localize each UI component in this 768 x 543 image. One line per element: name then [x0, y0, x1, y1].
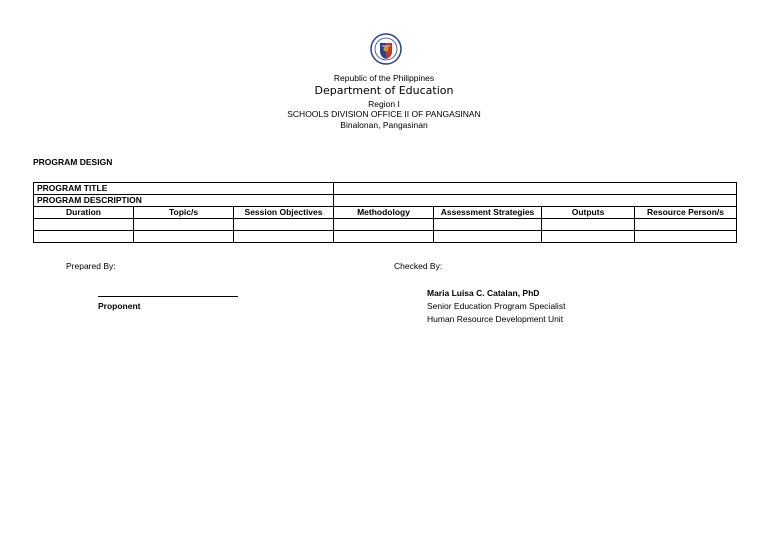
table-cell[interactable] — [434, 231, 542, 243]
program-title-label: PROGRAM TITLE — [34, 183, 334, 195]
program-description-value[interactable] — [334, 195, 737, 207]
table-cell[interactable] — [134, 231, 234, 243]
program-title-value[interactable] — [334, 183, 737, 195]
checked-by-label: Checked By: — [394, 261, 443, 271]
office-heading: SCHOOLS DIVISION OFFICE II OF PANGASINAN — [287, 109, 481, 119]
checker-position: Senior Education Program Specialist — [427, 301, 566, 311]
program-title-row — [34, 183, 737, 195]
table-row — [34, 231, 737, 243]
town-heading: Binalonan, Pangasinan — [340, 120, 428, 130]
column-header: Assessment Strategies — [434, 207, 542, 219]
deped-seal-icon — [370, 33, 402, 65]
program-description-label: PROGRAM DESCRIPTION — [34, 195, 334, 207]
program-description-row — [34, 195, 737, 207]
column-header-row — [34, 207, 737, 219]
department-heading: Department of Education — [314, 84, 454, 97]
table-cell[interactable] — [635, 231, 737, 243]
column-header: Methodology — [334, 207, 434, 219]
table-cell[interactable] — [334, 231, 434, 243]
table-cell[interactable] — [635, 219, 737, 231]
checker-name: Maria Luisa C. Catalan, PhD — [427, 288, 540, 298]
prepared-by-label: Prepared By: — [66, 261, 116, 271]
table-cell[interactable] — [334, 219, 434, 231]
republic-heading: Republic of the Philippines — [333, 73, 435, 83]
table-cell[interactable] — [134, 219, 234, 231]
table-cell[interactable] — [542, 219, 635, 231]
signature-line — [98, 296, 238, 297]
table-cell[interactable] — [434, 219, 542, 231]
document-title: PROGRAM DESIGN — [33, 157, 113, 167]
table-row — [34, 219, 737, 231]
proponent-label: Proponent — [98, 301, 141, 311]
column-header: Duration — [34, 207, 134, 219]
table-cell[interactable] — [234, 219, 334, 231]
table-cell[interactable] — [34, 219, 134, 231]
column-header: Resource Person/s — [635, 207, 737, 219]
region-heading: Region I — [368, 99, 400, 109]
table-cell[interactable] — [542, 231, 635, 243]
program-design-table — [33, 182, 737, 243]
column-header: Topic/s — [134, 207, 234, 219]
table-cell[interactable] — [34, 231, 134, 243]
checker-unit: Human Resource Development Unit — [427, 314, 564, 324]
column-header: Outputs — [542, 207, 635, 219]
table-cell[interactable] — [234, 231, 334, 243]
column-header: Session Objectives — [234, 207, 334, 219]
